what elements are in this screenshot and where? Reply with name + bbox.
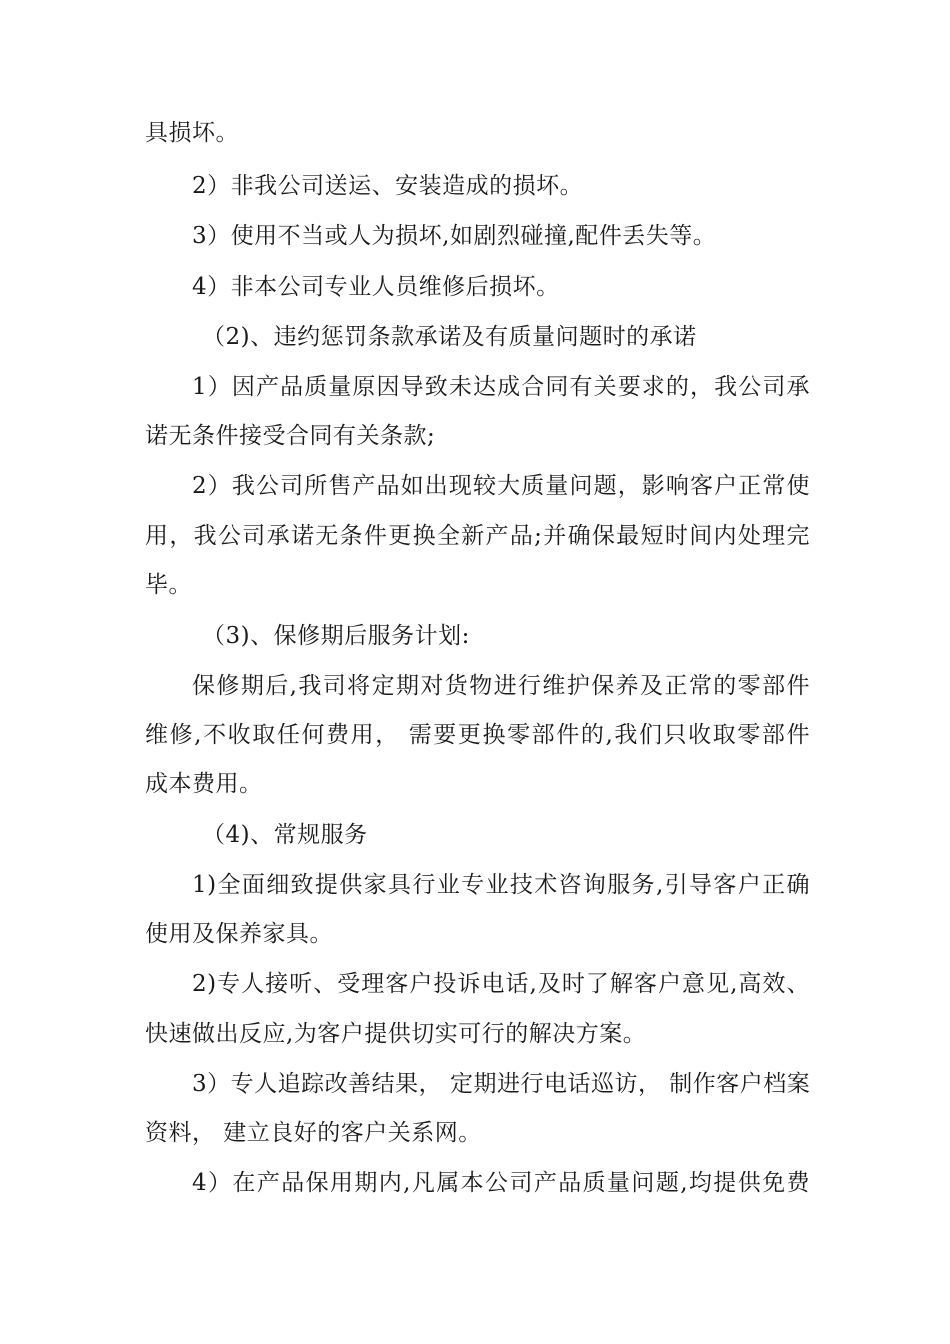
paragraph-line: 资料， 建立良好的客户关系网。 (145, 1120, 482, 1146)
paragraph-line: 1)全面细致提供家具行业专业技术咨询服务,引导客户正确 (192, 872, 810, 898)
paragraph-line: 用，我公司承诺无条件更换全新产品;并确保最短时间内处理完 (145, 523, 810, 549)
paragraph-line: 4）在产品保用期内,凡属本公司产品质量问题,均提供免费 (192, 1170, 810, 1196)
section-heading: （4)、常规服务 (202, 822, 368, 848)
list-item-line: 3）使用不当或人为损坏,如剧烈碰撞,配件丢失等。 (192, 223, 717, 249)
paragraph-line: 毕。 (145, 572, 192, 598)
paragraph-line: 3）专人追踪改善结果， 定期进行电话巡访， 制作客户档案 (192, 1071, 810, 1097)
list-item-line: 2）非我公司送运、安装造成的损坏。 (192, 173, 584, 199)
paragraph-line: 2）我公司所售产品如出现较大质量问题，影响客户正常使 (192, 473, 810, 499)
section-heading: （3)、保修期后服务计划: (202, 623, 470, 649)
paragraph-line: 维修,不收取任何费用， 需要更换零部件的,我们只收取零部件 (145, 722, 810, 748)
paragraph-line: 使用及保养家具。 (145, 921, 333, 947)
paragraph-line: 快速做出反应,为客户提供切实可行的解决方案。 (145, 1021, 647, 1047)
section-heading: （2)、违约惩罚条款承诺及有质量问题时的承诺 (202, 324, 697, 350)
paragraph-line: 成本费用。 (145, 771, 263, 797)
list-item-line: 4）非本公司专业人员维修后损坏。 (192, 274, 560, 300)
paragraph-line: 2)专人接听、受理客户投诉电话,及时了解客户意见,高效、 (192, 971, 810, 997)
paragraph-line: 诺无条件接受合同有关条款; (145, 423, 436, 449)
paragraph-line: 具损坏。 (145, 120, 239, 146)
paragraph-line: 1）因产品质量原因导致未达成合同有关要求的，我公司承 (192, 374, 810, 400)
paragraph-line: 保修期后,我司将定期对货物进行维护保养及正常的零部件 (192, 673, 810, 699)
